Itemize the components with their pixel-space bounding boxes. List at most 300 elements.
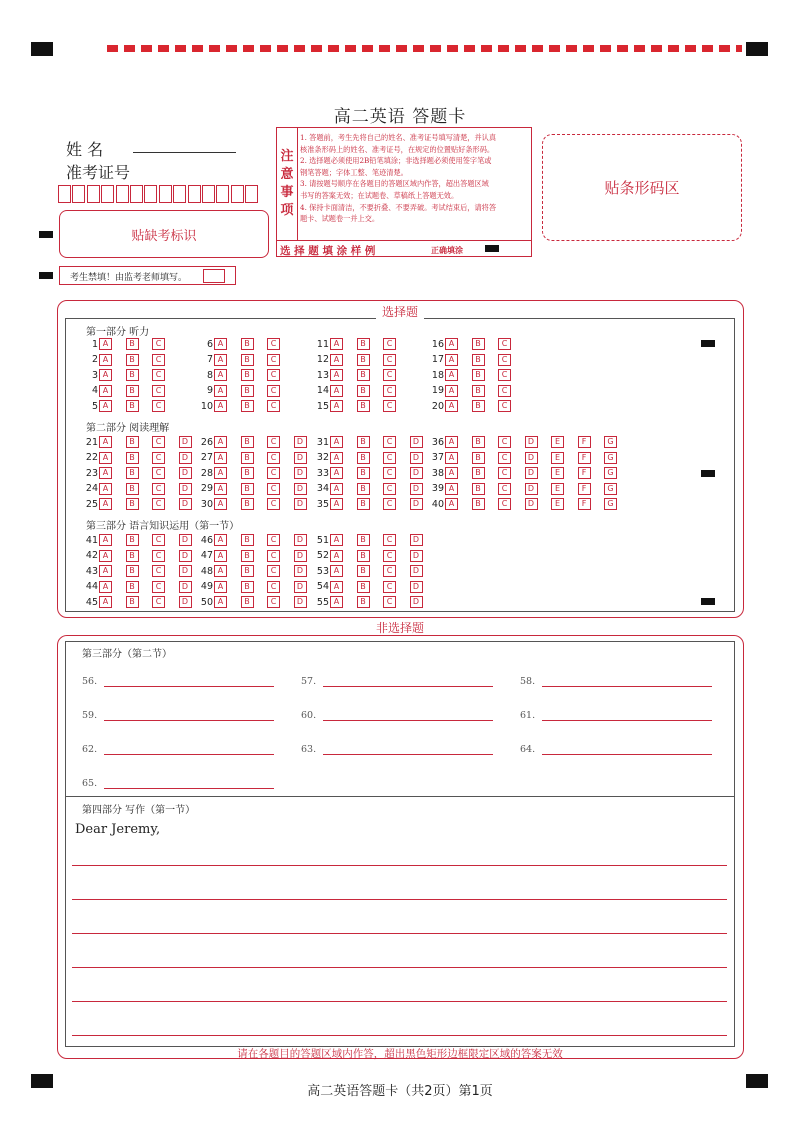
answer-bubble-c[interactable]: C xyxy=(152,534,165,546)
answer-bubble-a[interactable]: A xyxy=(445,436,458,448)
barcode-area xyxy=(542,134,742,241)
answer-bubble-a[interactable]: A xyxy=(214,581,227,593)
answer-bubble-c[interactable]: C xyxy=(383,369,396,381)
answer-bubble-a[interactable]: A xyxy=(445,467,458,479)
answer-bubble-c[interactable]: C xyxy=(267,596,280,608)
answer-bubble-a[interactable]: A xyxy=(445,400,458,412)
answer-bubble-d[interactable]: D xyxy=(179,467,192,479)
answer-bubble-f[interactable]: F xyxy=(578,498,591,510)
answer-bubble-b[interactable]: B xyxy=(357,581,370,593)
mc-question xyxy=(76,467,205,479)
answer-bubble-d[interactable]: D xyxy=(179,498,192,510)
question-number: 17 xyxy=(431,354,444,366)
answer-bubble-a[interactable]: A xyxy=(330,550,343,562)
answer-bubble-a[interactable]: A xyxy=(99,581,112,593)
answer-bubble-b[interactable]: B xyxy=(357,436,370,448)
answer-bubble-b[interactable]: B xyxy=(472,385,485,397)
blank-answer-line[interactable] xyxy=(104,686,274,687)
answer-bubble-b[interactable]: B xyxy=(357,565,370,577)
question-number: 54 xyxy=(316,581,329,593)
exam-id-label: 准考证号 xyxy=(66,163,131,182)
part-title-fill: 第三部分（第二节） xyxy=(82,649,172,660)
answer-bubble-a[interactable]: A xyxy=(445,338,458,350)
answer-bubble-b[interactable]: B xyxy=(472,436,485,448)
answer-bubble-a[interactable]: A xyxy=(330,400,343,412)
answer-bubble-a[interactable]: A xyxy=(330,338,343,350)
answer-bubble-b[interactable]: B xyxy=(357,498,370,510)
answer-bubble-b[interactable]: B xyxy=(357,550,370,562)
answer-bubble-d[interactable]: D xyxy=(410,534,423,546)
answer-bubble-a[interactable]: A xyxy=(214,369,227,381)
answer-bubble-d[interactable]: D xyxy=(179,596,192,608)
answer-bubble-a[interactable]: A xyxy=(99,354,112,366)
answer-bubble-d[interactable]: D xyxy=(179,436,192,448)
blank-number: 64. xyxy=(520,744,536,755)
answer-bubble-b[interactable]: B xyxy=(241,565,254,577)
answer-bubble-c[interactable]: C xyxy=(152,436,165,448)
question-number: 19 xyxy=(431,385,444,397)
answer-bubble-c[interactable]: C xyxy=(383,565,396,577)
answer-bubble-c[interactable]: C xyxy=(383,596,396,608)
answer-bubble-b[interactable]: B xyxy=(472,452,485,464)
answer-bubble-c[interactable]: C xyxy=(267,369,280,381)
answer-bubble-d[interactable]: D xyxy=(294,581,307,593)
question-number: 47 xyxy=(200,550,213,562)
registration-marker xyxy=(746,42,768,56)
answer-bubble-c[interactable]: C xyxy=(383,452,396,464)
answer-bubble-a[interactable]: A xyxy=(330,483,343,495)
answer-bubble-c[interactable]: C xyxy=(383,436,396,448)
answer-bubble-a[interactable]: A xyxy=(99,467,112,479)
writing-line[interactable] xyxy=(72,1001,727,1002)
answer-bubble-c[interactable]: C xyxy=(152,581,165,593)
answer-bubble-c[interactable]: C xyxy=(152,369,165,381)
answer-bubble-a[interactable]: A xyxy=(445,385,458,397)
answer-bubble-b[interactable]: B xyxy=(241,467,254,479)
answer-bubble-d[interactable]: D xyxy=(294,498,307,510)
answer-bubble-b[interactable]: B xyxy=(241,534,254,546)
answer-bubble-c[interactable]: C xyxy=(498,369,511,381)
answer-bubble-b[interactable]: B xyxy=(241,581,254,593)
answer-bubble-d[interactable]: D xyxy=(410,483,423,495)
answer-bubble-a[interactable]: A xyxy=(214,565,227,577)
answer-bubble-c[interactable]: C xyxy=(267,565,280,577)
answer-bubble-f[interactable]: F xyxy=(578,452,591,464)
answer-bubble-a[interactable]: A xyxy=(330,385,343,397)
answer-bubble-d[interactable]: D xyxy=(294,483,307,495)
answer-bubble-d[interactable]: D xyxy=(179,534,192,546)
answer-bubble-d[interactable]: D xyxy=(294,467,307,479)
answer-bubble-a[interactable]: A xyxy=(214,467,227,479)
answer-bubble-c[interactable]: C xyxy=(498,467,511,479)
answer-bubble-c[interactable]: C xyxy=(152,565,165,577)
blank-answer-line[interactable] xyxy=(104,720,274,721)
answer-bubble-a[interactable]: A xyxy=(214,354,227,366)
answer-bubble-d[interactable]: D xyxy=(410,467,423,479)
answer-bubble-a[interactable]: A xyxy=(99,400,112,412)
answer-bubble-c[interactable]: C xyxy=(152,483,165,495)
answer-bubble-b[interactable]: B xyxy=(357,369,370,381)
answer-bubble-c[interactable]: C xyxy=(383,400,396,412)
answer-bubble-b[interactable]: B xyxy=(472,354,485,366)
blank-answer-line[interactable] xyxy=(104,788,274,789)
answer-bubble-f[interactable]: F xyxy=(578,483,591,495)
answer-bubble-a[interactable]: A xyxy=(99,483,112,495)
answer-bubble-b[interactable]: B xyxy=(357,534,370,546)
exam-id-digit-box[interactable] xyxy=(58,185,71,203)
exam-id-digit-box[interactable] xyxy=(188,185,201,203)
blank-number: 58. xyxy=(520,676,536,687)
answer-bubble-c[interactable]: C xyxy=(267,550,280,562)
answer-bubble-b[interactable]: B xyxy=(126,581,139,593)
answer-bubble-a[interactable]: A xyxy=(99,550,112,562)
answer-bubble-a[interactable]: A xyxy=(99,452,112,464)
mc-question xyxy=(191,369,294,381)
answer-bubble-a[interactable]: A xyxy=(214,596,227,608)
question-number: 49 xyxy=(200,581,213,593)
page-footer: 高二英语答题卡（共2页）第1页 xyxy=(307,1084,493,1099)
mc-question xyxy=(76,498,205,510)
writing-line[interactable] xyxy=(72,1035,727,1036)
writing-line[interactable] xyxy=(72,899,727,900)
answer-bubble-b[interactable]: B xyxy=(241,400,254,412)
answer-bubble-d[interactable]: D xyxy=(410,436,423,448)
exam-id-digit-box[interactable] xyxy=(144,185,157,203)
mc-question xyxy=(191,498,320,510)
answer-bubble-b[interactable]: B xyxy=(241,452,254,464)
answer-bubble-d[interactable]: D xyxy=(179,550,192,562)
answer-bubble-c[interactable]: C xyxy=(152,550,165,562)
answer-bubble-c[interactable]: C xyxy=(383,483,396,495)
answer-bubble-c[interactable]: C xyxy=(498,385,511,397)
blank-answer-line[interactable] xyxy=(542,686,712,687)
answer-bubble-b[interactable]: B xyxy=(126,467,139,479)
answer-bubble-b[interactable]: B xyxy=(126,565,139,577)
answer-bubble-c[interactable]: C xyxy=(383,467,396,479)
answer-bubble-a[interactable]: A xyxy=(445,354,458,366)
answer-bubble-d[interactable]: D xyxy=(179,581,192,593)
answer-bubble-g[interactable]: G xyxy=(604,436,617,448)
mc-question xyxy=(422,483,631,495)
answer-bubble-d[interactable]: D xyxy=(525,483,538,495)
answer-bubble-d[interactable]: D xyxy=(294,436,307,448)
question-number: 42 xyxy=(85,550,98,562)
mc-question xyxy=(307,400,410,412)
mc-question xyxy=(307,596,436,608)
answer-bubble-a[interactable]: A xyxy=(99,338,112,350)
name-field[interactable] xyxy=(133,152,236,153)
proctor-check-box[interactable] xyxy=(203,269,225,283)
answer-bubble-c[interactable]: C xyxy=(267,385,280,397)
answer-bubble-c[interactable]: C xyxy=(267,452,280,464)
answer-bubble-b[interactable]: B xyxy=(126,354,139,366)
question-number: 13 xyxy=(316,369,329,381)
answer-bubble-b[interactable]: B xyxy=(126,550,139,562)
answer-bubble-c[interactable]: C xyxy=(383,354,396,366)
answer-bubble-a[interactable]: A xyxy=(445,483,458,495)
answer-bubble-c[interactable]: C xyxy=(383,550,396,562)
question-number: 38 xyxy=(431,467,444,479)
part-title-language-use: 第三部分 语言知识运用（第一节） xyxy=(86,521,240,532)
exam-id-digit-box[interactable] xyxy=(245,185,258,203)
answer-bubble-f[interactable]: F xyxy=(578,467,591,479)
answer-bubble-a[interactable]: A xyxy=(330,581,343,593)
answer-bubble-b[interactable]: B xyxy=(357,596,370,608)
answer-bubble-a[interactable]: A xyxy=(330,498,343,510)
answer-bubble-a[interactable]: A xyxy=(330,565,343,577)
answer-bubble-g[interactable]: G xyxy=(604,467,617,479)
answer-bubble-a[interactable]: A xyxy=(99,565,112,577)
question-number: 23 xyxy=(85,467,98,479)
question-number: 20 xyxy=(431,400,444,412)
answer-bubble-a[interactable]: A xyxy=(330,534,343,546)
answer-bubble-b[interactable]: B xyxy=(126,338,139,350)
answer-bubble-c[interactable]: C xyxy=(267,498,280,510)
answer-bubble-c[interactable]: C xyxy=(267,338,280,350)
answer-bubble-d[interactable]: D xyxy=(525,467,538,479)
question-number: 4 xyxy=(91,385,98,397)
answer-bubble-c[interactable]: C xyxy=(383,498,396,510)
answer-bubble-c[interactable]: C xyxy=(267,354,280,366)
answer-bubble-c[interactable]: C xyxy=(383,534,396,546)
answer-bubble-b[interactable]: B xyxy=(357,338,370,350)
answer-bubble-b[interactable]: B xyxy=(241,436,254,448)
answer-bubble-d[interactable]: D xyxy=(179,452,192,464)
answer-bubble-c[interactable]: C xyxy=(383,385,396,397)
answer-bubble-e[interactable]: E xyxy=(551,467,564,479)
answer-bubble-a[interactable]: A xyxy=(214,534,227,546)
answer-bubble-c[interactable]: C xyxy=(152,596,165,608)
answer-bubble-b[interactable]: B xyxy=(241,550,254,562)
blank-answer-line[interactable] xyxy=(542,720,712,721)
answer-bubble-c[interactable]: C xyxy=(152,498,165,510)
answer-bubble-b[interactable]: B xyxy=(357,467,370,479)
answer-bubble-a[interactable]: A xyxy=(99,596,112,608)
answer-bubble-f[interactable]: F xyxy=(578,436,591,448)
answer-bubble-c[interactable]: C xyxy=(498,498,511,510)
question-number: 8 xyxy=(206,369,213,381)
blank-number: 56. xyxy=(82,676,98,687)
answer-bubble-b[interactable]: B xyxy=(357,400,370,412)
answer-bubble-d[interactable]: D xyxy=(410,596,423,608)
answer-bubble-b[interactable]: B xyxy=(126,596,139,608)
answer-bubble-d[interactable]: D xyxy=(410,452,423,464)
answer-bubble-a[interactable]: A xyxy=(330,596,343,608)
mc-question xyxy=(76,400,179,412)
exam-id-digit-box[interactable] xyxy=(173,185,186,203)
blank-number: 57. xyxy=(301,676,317,687)
exam-id-digit-box[interactable] xyxy=(72,185,85,203)
answer-bubble-b[interactable]: B xyxy=(241,596,254,608)
answer-bubble-c[interactable]: C xyxy=(498,338,511,350)
answer-bubble-d[interactable]: D xyxy=(525,436,538,448)
answer-bubble-b[interactable]: B xyxy=(241,385,254,397)
answer-bubble-e[interactable]: E xyxy=(551,498,564,510)
answer-bubble-a[interactable]: A xyxy=(99,369,112,381)
answer-bubble-b[interactable]: B xyxy=(241,483,254,495)
absent-sticker-area xyxy=(59,210,269,258)
answer-bubble-c[interactable]: C xyxy=(152,400,165,412)
answer-bubble-a[interactable]: A xyxy=(99,385,112,397)
answer-bubble-d[interactable]: D xyxy=(179,565,192,577)
question-number: 2 xyxy=(91,354,98,366)
answer-bubble-b[interactable]: B xyxy=(126,452,139,464)
mc-question xyxy=(76,338,179,350)
answer-bubble-c[interactable]: C xyxy=(498,483,511,495)
answer-bubble-d[interactable]: D xyxy=(294,534,307,546)
exam-id-digit-box[interactable] xyxy=(216,185,229,203)
exam-id-digit-box[interactable] xyxy=(87,185,100,203)
blank-number: 59. xyxy=(82,710,98,721)
answer-bubble-d[interactable]: D xyxy=(410,581,423,593)
mc-question xyxy=(422,369,525,381)
answer-bubble-d[interactable]: D xyxy=(525,452,538,464)
exam-id-digit-box[interactable] xyxy=(231,185,244,203)
blank-answer-line[interactable] xyxy=(323,720,493,721)
answer-bubble-c[interactable]: C xyxy=(152,452,165,464)
answer-bubble-b[interactable]: B xyxy=(472,483,485,495)
answer-bubble-a[interactable]: A xyxy=(445,369,458,381)
question-number: 43 xyxy=(85,565,98,577)
answer-bubble-d[interactable]: D xyxy=(294,452,307,464)
answer-bubble-e[interactable]: E xyxy=(551,436,564,448)
answer-bubble-a[interactable]: A xyxy=(214,550,227,562)
blank-answer-line[interactable] xyxy=(323,686,493,687)
exam-id-digit-box[interactable] xyxy=(130,185,143,203)
question-number: 21 xyxy=(85,436,98,448)
answer-bubble-b[interactable]: B xyxy=(472,498,485,510)
answer-bubble-b[interactable]: B xyxy=(126,400,139,412)
answer-bubble-d[interactable]: D xyxy=(179,483,192,495)
answer-bubble-a[interactable]: A xyxy=(330,436,343,448)
answer-bubble-c[interactable]: C xyxy=(498,400,511,412)
writing-line[interactable] xyxy=(72,865,727,866)
exam-id-digit-box[interactable] xyxy=(101,185,114,203)
mc-question xyxy=(191,565,320,577)
exam-id-digit-box[interactable] xyxy=(116,185,129,203)
answer-bubble-a[interactable]: A xyxy=(214,338,227,350)
answer-bubble-a[interactable]: A xyxy=(214,452,227,464)
mc-question xyxy=(307,565,436,577)
answer-bubble-c[interactable]: C xyxy=(267,483,280,495)
mc-question xyxy=(191,436,320,448)
answer-bubble-g[interactable]: G xyxy=(604,452,617,464)
question-number: 39 xyxy=(431,483,444,495)
mc-question xyxy=(307,436,436,448)
answer-bubble-b[interactable]: B xyxy=(241,338,254,350)
exam-id-digit-box[interactable] xyxy=(202,185,215,203)
answer-bubble-c[interactable]: C xyxy=(383,338,396,350)
answer-bubble-c[interactable]: C xyxy=(383,581,396,593)
answer-bubble-c[interactable]: C xyxy=(152,354,165,366)
answer-bubble-b[interactable]: B xyxy=(472,400,485,412)
answer-bubble-b[interactable]: B xyxy=(357,483,370,495)
answer-bubble-a[interactable]: A xyxy=(445,498,458,510)
answer-bubble-b[interactable]: B xyxy=(472,467,485,479)
answer-bubble-d[interactable]: D xyxy=(410,550,423,562)
blank-answer-line[interactable] xyxy=(104,754,274,755)
writing-line[interactable] xyxy=(72,933,727,934)
answer-bubble-c[interactable]: C xyxy=(152,338,165,350)
answer-bubble-a[interactable]: A xyxy=(330,452,343,464)
answer-bubble-a[interactable]: A xyxy=(214,385,227,397)
question-number: 53 xyxy=(316,565,329,577)
answer-bubble-a[interactable]: A xyxy=(214,436,227,448)
answer-bubble-e[interactable]: E xyxy=(551,452,564,464)
registration-marker xyxy=(31,42,53,56)
answer-bubble-b[interactable]: B xyxy=(126,498,139,510)
answer-bubble-g[interactable]: G xyxy=(604,483,617,495)
answer-bubble-b[interactable]: B xyxy=(126,369,139,381)
answer-bubble-b[interactable]: B xyxy=(472,338,485,350)
answer-bubble-a[interactable]: A xyxy=(445,452,458,464)
answer-bubble-d[interactable]: D xyxy=(294,596,307,608)
answer-bubble-a[interactable]: A xyxy=(214,400,227,412)
answer-bubble-d[interactable]: D xyxy=(294,550,307,562)
part-title-writing: 第四部分 写作（第一节） xyxy=(82,805,196,816)
answer-bubble-a[interactable]: A xyxy=(214,483,227,495)
answer-bubble-b[interactable]: B xyxy=(126,483,139,495)
answer-bubble-d[interactable]: D xyxy=(410,498,423,510)
answer-bubble-b[interactable]: B xyxy=(357,354,370,366)
mc-question xyxy=(307,385,410,397)
answer-bubble-a[interactable]: A xyxy=(99,534,112,546)
answer-bubble-a[interactable]: A xyxy=(330,354,343,366)
answer-bubble-c[interactable]: C xyxy=(498,452,511,464)
answer-bubble-g[interactable]: G xyxy=(604,498,617,510)
answer-bubble-c[interactable]: C xyxy=(267,467,280,479)
answer-bubble-c[interactable]: C xyxy=(152,385,165,397)
blank-answer-line[interactable] xyxy=(542,754,712,755)
answer-bubble-b[interactable]: B xyxy=(126,385,139,397)
exam-id-digit-box[interactable] xyxy=(159,185,172,203)
mc-question xyxy=(307,550,436,562)
answer-bubble-d[interactable]: D xyxy=(410,565,423,577)
answer-bubble-b[interactable]: B xyxy=(357,385,370,397)
side-marker xyxy=(39,231,53,238)
answer-bubble-a[interactable]: A xyxy=(330,369,343,381)
answer-bubble-b[interactable]: B xyxy=(241,369,254,381)
answer-bubble-a[interactable]: A xyxy=(214,498,227,510)
mc-question xyxy=(191,338,294,350)
answer-bubble-c[interactable]: C xyxy=(267,534,280,546)
answer-bubble-a[interactable]: A xyxy=(99,436,112,448)
mc-question xyxy=(422,436,631,448)
answer-bubble-c[interactable]: C xyxy=(267,436,280,448)
blank-answer-line[interactable] xyxy=(323,754,493,755)
answer-bubble-d[interactable]: D xyxy=(294,565,307,577)
answer-bubble-b[interactable]: B xyxy=(126,534,139,546)
answer-bubble-a[interactable]: A xyxy=(330,467,343,479)
answer-bubble-b[interactable]: B xyxy=(241,498,254,510)
writing-line[interactable] xyxy=(72,967,727,968)
answer-bubble-b[interactable]: B xyxy=(472,369,485,381)
mc-question xyxy=(76,483,205,495)
answer-bubble-d[interactable]: D xyxy=(525,498,538,510)
answer-bubble-b[interactable]: B xyxy=(126,436,139,448)
answer-bubble-c[interactable]: C xyxy=(498,436,511,448)
answer-bubble-a[interactable]: A xyxy=(99,498,112,510)
answer-bubble-c[interactable]: C xyxy=(498,354,511,366)
answer-bubble-c[interactable]: C xyxy=(267,400,280,412)
question-number: 10 xyxy=(200,400,213,412)
answer-bubble-b[interactable]: B xyxy=(241,354,254,366)
answer-bubble-c[interactable]: C xyxy=(152,467,165,479)
mc-question xyxy=(191,483,320,495)
answer-bubble-c[interactable]: C xyxy=(267,581,280,593)
answer-bubble-e[interactable]: E xyxy=(551,483,564,495)
answer-bubble-b[interactable]: B xyxy=(357,452,370,464)
